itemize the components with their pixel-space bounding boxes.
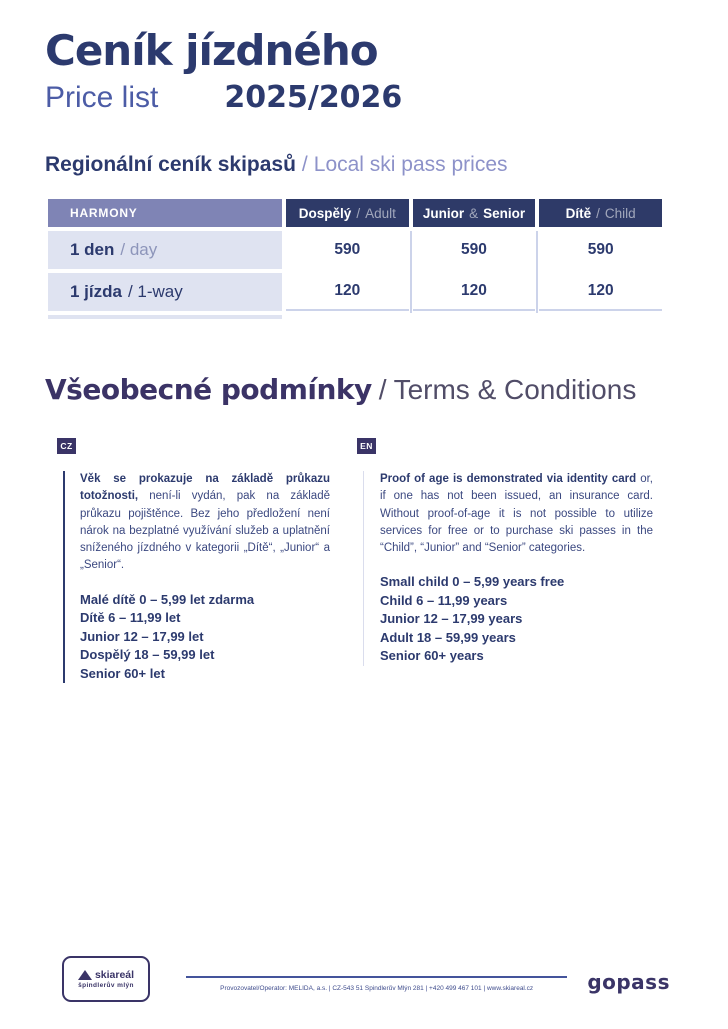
terms-cz-intro: Věk se prokazuje na základě průkazu totožnosti, není-li vydán, pak na základě průkazu pojištěnce. Bez jeho předložení není nárok na bezplatné využívání služeb a uplatnění sníženého jízdného v kategorii „Dítě“, „Junior“ a „Senior“. [80, 473, 330, 572]
mountain-icon [78, 970, 92, 980]
price-1day-child: 590 [539, 231, 662, 269]
category-list-item: Dospělý 18 – 59,99 let [80, 647, 215, 663]
gopass-logo: gopass [587, 970, 670, 994]
price-table [48, 199, 662, 319]
price-1way-junior-senior: 120 [413, 273, 536, 311]
skiareal-logo [62, 956, 150, 1002]
header-adult-cz: Dospělý [298, 205, 352, 221]
category-list-item: Dítě 6 – 11,99 let [80, 610, 181, 626]
terms-en-categories [380, 573, 653, 665]
terms-heading-separator: / [378, 374, 387, 406]
category-list-item: Adult 18 – 59,99 years [380, 629, 516, 645]
terms-column-cz [57, 438, 330, 683]
subtitle-row [45, 80, 728, 115]
category-list-item: Small child 0 – 5,99 years free [380, 574, 565, 590]
footer-divider [186, 976, 567, 978]
document-footer [62, 956, 670, 1002]
category-list-item: Senior 60+ years [380, 648, 484, 664]
header-adult-en: Adult [365, 205, 396, 221]
footer-operator-info: Provozovatel/Operator: MELIDA, a.s. | CZ-543 51 Špindlerův Mlýn 281 | +420 499 467 101 | www.skiareal.cz [220, 985, 534, 992]
skiareal-logo-text: skiareál [94, 969, 135, 981]
table-header-child [539, 199, 662, 227]
category-list-item: Malé dítě 0 – 5,99 let zdarma [80, 591, 255, 607]
category-list-item: Senior 60+ let [80, 665, 165, 681]
terms-column-en [357, 438, 653, 683]
header-junior-senior-separator: & [469, 205, 479, 221]
category-list-item: Child 6 – 11,99 years [380, 592, 508, 608]
row-1day-cz: 1 den [70, 240, 115, 260]
terms-en-intro: Proof of age is demonstrated via identity card or, if one has not been issued, an insurance card. Without proof-of-age it is not possible to utilize services for free or to purchase ski passes in the “Child”, “Junior” and “Senior” categories. [380, 473, 653, 555]
document-header [0, 0, 728, 115]
table-bottom-strip [48, 315, 282, 319]
row-1way-cz: 1 jízda [70, 282, 122, 302]
terms-en-content [363, 471, 653, 666]
header-child-en: Child [604, 205, 636, 221]
terms-heading-en: Terms & Conditions [393, 374, 637, 406]
en-language-badge: EN [357, 438, 376, 454]
price-1day-junior-senior: 590 [413, 231, 536, 269]
header-child-separator: / [596, 205, 600, 221]
category-list-item: Junior 12 – 17,99 let [80, 628, 204, 644]
price-1way-adult: 120 [286, 273, 409, 311]
table-row-label-1day [48, 231, 282, 269]
terms-cz-content [63, 471, 330, 683]
skiareal-logo-subtext: špindlerův mlýn [78, 982, 134, 989]
page-subtitle: Price list [45, 81, 159, 115]
terms-columns [57, 438, 728, 683]
price-1way-child: 120 [539, 273, 662, 311]
price-heading-cz: Regionální ceník skipasů [45, 153, 296, 177]
table-header-junior-senior [413, 199, 536, 227]
row-1day-en: / day [120, 240, 158, 260]
cz-language-badge: CZ [57, 438, 76, 454]
header-senior: Senior [483, 205, 526, 221]
footer-center [186, 956, 567, 992]
category-list-item: Junior 12 – 17,99 years [380, 611, 523, 627]
season-label: 2025/2026 [224, 80, 403, 116]
table-header-resort: HARMONY [48, 199, 282, 227]
terms-section-heading [45, 373, 728, 406]
price-1day-adult: 590 [286, 231, 409, 269]
terms-cz-categories [80, 591, 330, 683]
header-child-cz: Dítě [565, 205, 592, 221]
price-heading-en: Local ski pass prices [313, 153, 508, 177]
terms-heading-cz: Všeobecné podmínky [45, 373, 372, 407]
header-adult-separator: / [356, 205, 361, 221]
table-header-adult [286, 199, 409, 227]
page-title: Ceník jízdného [45, 26, 378, 75]
row-1way-en: / 1-way [127, 282, 183, 302]
header-junior: Junior [422, 205, 465, 221]
price-heading-separator: / [301, 153, 308, 177]
price-section-heading [45, 153, 728, 177]
table-row-label-1way [48, 273, 282, 311]
